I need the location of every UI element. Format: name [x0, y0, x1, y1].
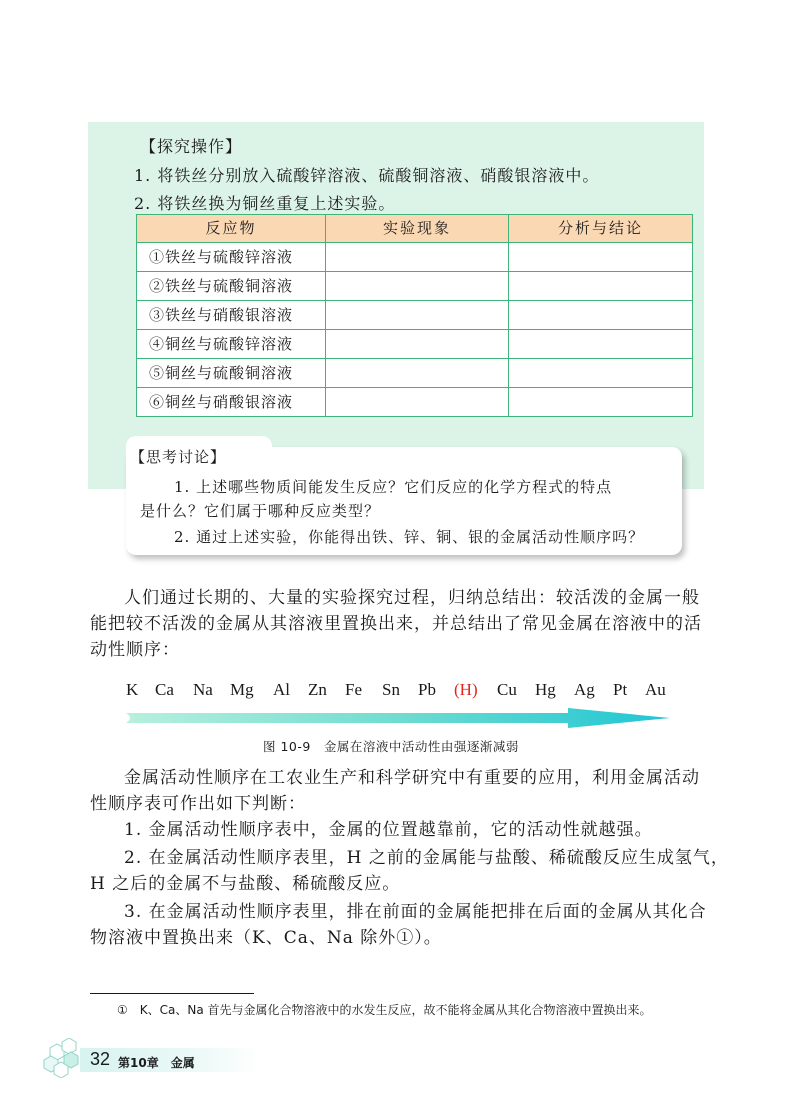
metal-symbol: Pt	[613, 680, 628, 699]
metal-symbol: Ag	[574, 680, 595, 699]
metal-symbol: Zn	[308, 680, 327, 699]
observation-cell	[326, 243, 509, 272]
metal-symbol: Pb	[418, 680, 436, 699]
metal-symbol: Na	[193, 680, 213, 699]
body-line: 物溶液中置换出来（K、Ca、Na 除外①）。	[90, 928, 442, 948]
body-line: 3. 在金属活动性顺序表里，排在前面的金属能把排在后面的金属从其化合	[124, 902, 707, 922]
intro-line: 人们通过长期的、大量的实验探究过程，归纳总结出：较活泼的金属一般	[124, 588, 700, 608]
metal-symbol: Al	[273, 680, 290, 699]
conclusion-cell	[509, 330, 693, 359]
table-header-row	[137, 215, 693, 243]
column-header: 分析与结论	[509, 215, 693, 243]
observation-cell	[326, 359, 509, 388]
metal-symbol: Mg	[230, 680, 254, 699]
observation-cell	[326, 272, 509, 301]
column-header: 实验现象	[326, 215, 509, 243]
metal-symbol: Au	[645, 680, 666, 699]
explore-step: 2. 将铁丝换为铜丝重复上述实验。	[134, 194, 396, 213]
think-question: 2. 通过上述实验，你能得出铁、锌、铜、银的金属活动性顺序吗？	[174, 528, 645, 546]
footnote-rule	[90, 993, 254, 994]
metal-symbol: Fe	[345, 680, 362, 699]
conclusion-cell	[509, 388, 693, 417]
table-row	[137, 359, 693, 388]
conclusion-cell	[509, 243, 693, 272]
intro-line: 动性顺序：	[90, 640, 180, 660]
body-line: 金属活动性顺序在工农业生产和科学研究中有重要的应用，利用金属活动	[124, 768, 700, 788]
body-line: 1. 金属活动性顺序表中，金属的位置越靠前，它的活动性就越强。	[124, 820, 653, 840]
chapter-label: 第10章 金属	[118, 1056, 195, 1070]
think-question: 是什么？它们属于哪种反应类型？	[140, 502, 381, 520]
observation-cell	[326, 330, 509, 359]
table-row	[137, 272, 693, 301]
explore-title: 【探究操作】	[140, 137, 243, 156]
metal-symbol: Ca	[155, 680, 174, 699]
footnote: ① K、Ca、Na 首先与金属化合物溶液中的水发生反应，故不能将金属从其化合物溶液中置换出来。	[117, 1003, 652, 1017]
metal-symbol: Sn	[382, 680, 400, 699]
metal-symbol: Cu	[497, 680, 517, 699]
metal-symbol: K	[126, 680, 139, 699]
reactant-cell: ④铜丝与硫酸锌溶液	[137, 330, 326, 359]
explore-step: 1. 将铁丝分别放入硫酸锌溶液、硫酸铜溶液、硝酸银溶液中。	[134, 166, 600, 185]
reactant-cell: ③铁丝与硝酸银溶液	[137, 301, 326, 330]
think-question: 1. 上述哪些物质间能发生反应？它们反应的化学方程式的特点	[174, 478, 613, 496]
body-line: 2. 在金属活动性顺序表里，H 之前的金属能与盐酸、稀硫酸反应生成氢气，	[124, 848, 729, 868]
reactant-cell: ⑤铜丝与硫酸铜溶液	[137, 359, 326, 388]
observation-cell	[326, 301, 509, 330]
reactant-cell: ①铁丝与硫酸锌溶液	[137, 243, 326, 272]
decreasing-activity-arrow-icon	[124, 706, 674, 730]
reactant-cell: ②铁丝与硫酸铜溶液	[137, 272, 326, 301]
experiment-table	[136, 214, 693, 417]
hydrogen-symbol: (H)	[454, 680, 478, 699]
activity-series	[126, 680, 706, 702]
table-row	[137, 388, 693, 417]
reactant-cell: ⑥铜丝与硝酸银溶液	[137, 388, 326, 417]
intro-line: 能把较不活泼的金属从其溶液里置换出来，并总结出了常见金属在溶液中的活	[90, 614, 702, 634]
conclusion-cell	[509, 359, 693, 388]
table-row	[137, 243, 693, 272]
body-line: H 之后的金属不与盐酸、稀硫酸反应。	[90, 874, 401, 894]
metal-symbol: Hg	[535, 680, 556, 699]
table-row	[137, 301, 693, 330]
body-line: 性顺序表可作出如下判断：	[90, 794, 306, 814]
figure-caption: 图 10-9 金属在溶液中活动性由强逐渐减弱	[263, 739, 519, 754]
page-number: 32	[90, 1049, 111, 1069]
table-row	[137, 330, 693, 359]
conclusion-cell	[509, 301, 693, 330]
conclusion-cell	[509, 272, 693, 301]
observation-cell	[326, 388, 509, 417]
column-header: 反应物	[137, 215, 326, 243]
think-title: 【思考讨论】	[130, 448, 227, 466]
